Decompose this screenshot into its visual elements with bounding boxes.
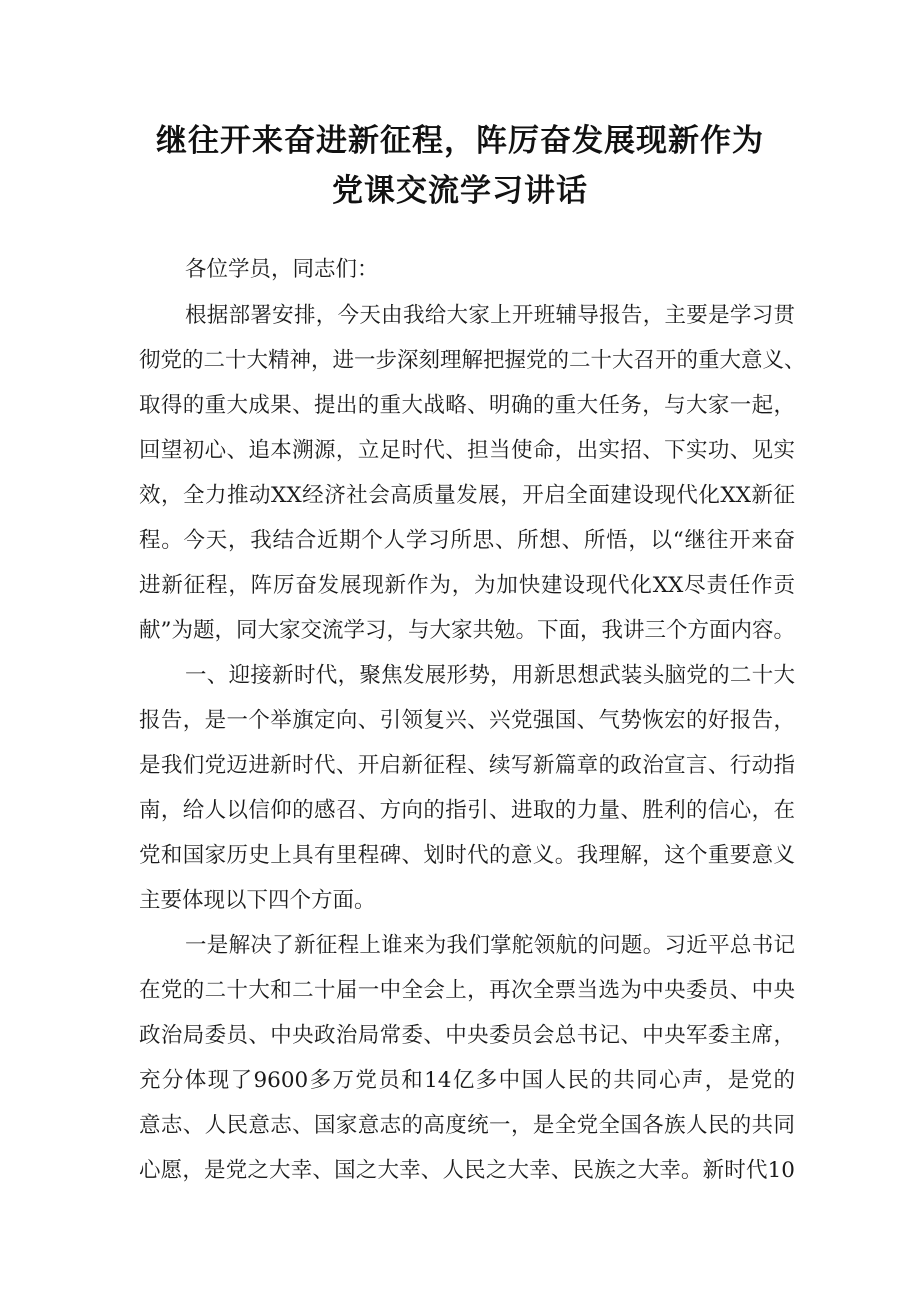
paragraph-line: 取得的重大成果、提出的重大战略、明确的重大任务，与大家一起， (139, 393, 795, 418)
paragraph-line: 报告，是一个举旗定向、引领复兴、兴党强国、气势恢宏的好报告， (139, 708, 795, 733)
paragraph-line: 南，给人以信仰的感召、方向的指引、进取的力量、胜利的信心，在 (139, 798, 795, 823)
paragraph-line: 充分体现了9600多万党员和14亿多中国人民的共同心声，是党的 (139, 1068, 795, 1093)
paragraph-line: 党和国家历史上具有里程碑、划时代的意义。我理解，这个重要意义 (139, 843, 795, 868)
paragraph-line: 效，全力推动XX经济社会高质量发展，开启全面建设现代化XX新征 (139, 483, 795, 508)
paragraph-line: 彻党的二十大精神，进一步深刻理解把握党的二十大召开的重大意义、 (139, 348, 806, 373)
paragraph-line: 心愿，是党之大幸、国之大幸、人民之大幸、民族之大幸。新时代10 (139, 1158, 795, 1183)
paragraph-line: 进新征程，阵厉奋发展现新作为，为加快建设现代化XX尽责任作贡 (139, 573, 795, 598)
paragraph-line: 程。今天，我结合近期个人学习所思、所想、所悟，以“继往开来奋 (139, 528, 795, 553)
paragraph-line: 一是解决了新征程上谁来为我们掌舵领航的问题。习近平总书记 (185, 933, 795, 958)
paragraph-line: 政治局委员、中央政治局常委、中央委员会总书记、中央军委主席， (139, 1023, 795, 1048)
paragraph-line: 在党的二十大和二十届一中全会上，再次全票当选为中央委员、中央 (139, 978, 795, 1003)
paragraph-line: 献”为题，同大家交流学习，与大家共勉。下面，我讲三个方面内容。 (139, 618, 795, 643)
document-subtitle: 党课交流学习讲话 (332, 173, 588, 209)
paragraph-line: 一、迎接新时代，聚焦发展形势，用新思想武装头脑党的二十大 (185, 663, 795, 688)
greeting-line: 各位学员，同志们： (185, 257, 379, 282)
paragraph-line: 意志、人民意志、国家意志的高度统一，是全党全国各族人民的共同 (139, 1113, 795, 1138)
paragraph-line: 根据部署安排，今天由我给大家上开班辅导报告，主要是学习贯 (185, 303, 795, 328)
paragraph-line: 回望初心、追本溯源，立足时代、担当使命，出实招、下实功、见实 (139, 438, 795, 463)
document-title: 继往开来奋进新征程，阵厉奋发展现新作为 (156, 123, 764, 159)
paragraph-line: 主要体现以下四个方面。 (139, 888, 376, 913)
paragraph-line: 是我们党迈进新时代、开启新征程、续写新篇章的政治宣言、行动指 (139, 753, 795, 778)
